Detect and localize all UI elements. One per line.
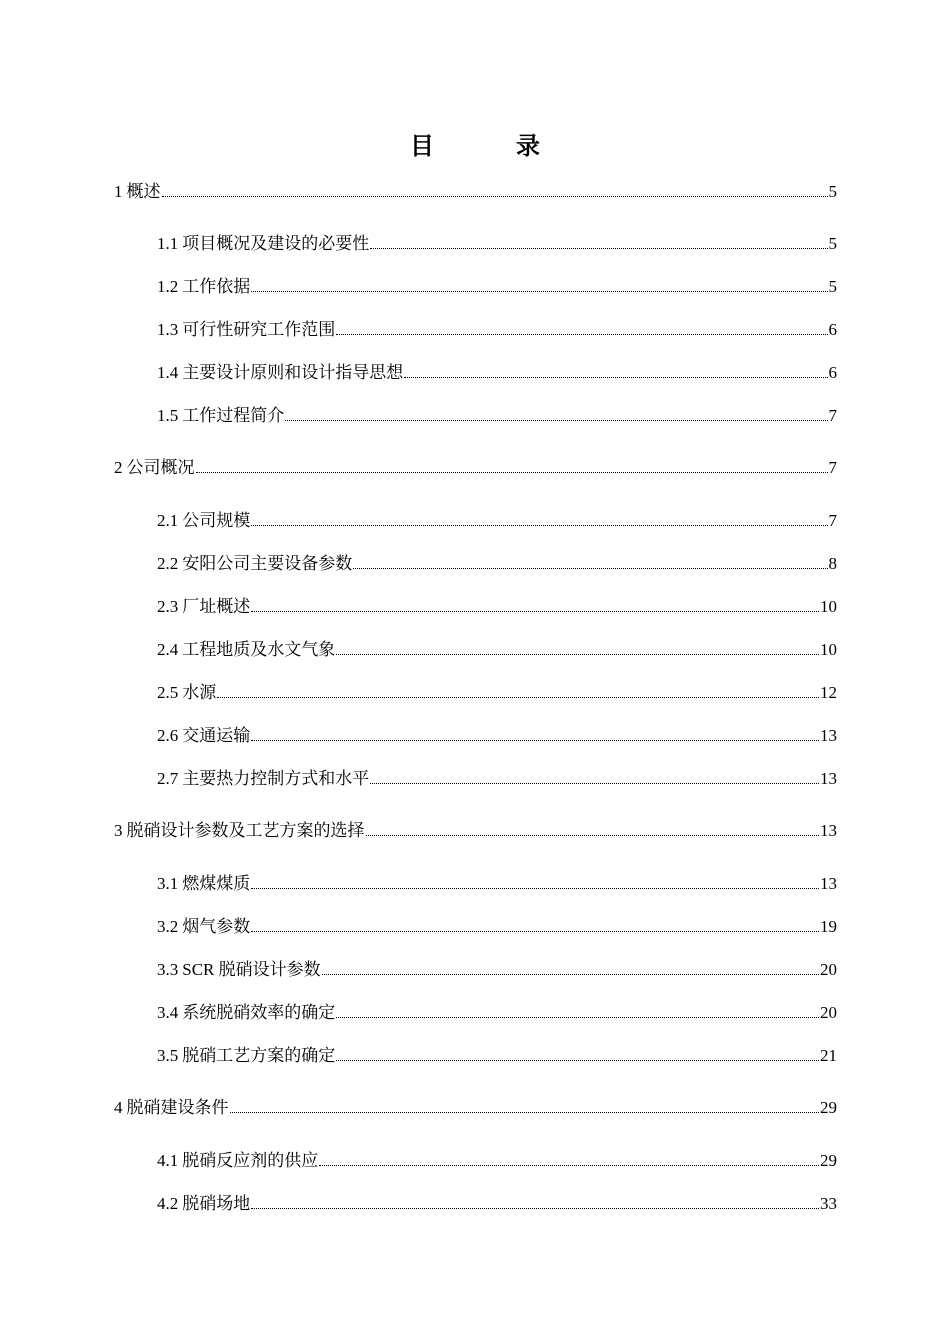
- toc-entry-page: 5: [828, 182, 837, 201]
- toc-entry[interactable]: [157, 639, 837, 661]
- dot-leader: [251, 1207, 819, 1209]
- toc-entry-title: 安阳公司主要设备参数: [182, 554, 353, 573]
- toc-entry-page: 13: [820, 769, 837, 788]
- toc-entry-number: 2.1: [157, 511, 179, 530]
- dot-leader: [370, 782, 819, 784]
- toc-entry[interactable]: [157, 959, 837, 981]
- toc-entry[interactable]: [157, 596, 837, 618]
- toc-entry-page: 6: [828, 320, 837, 339]
- toc-entry-number: 1.3: [157, 320, 179, 339]
- toc-entry-number: 2.3: [157, 597, 179, 616]
- toc-entry-page: 20: [820, 960, 837, 979]
- toc-entry-title: 脱硝工艺方案的确定: [182, 1046, 336, 1065]
- toc-entry-page: 21: [820, 1046, 837, 1065]
- toc-entry[interactable]: [114, 457, 837, 479]
- toc-entry-number: 4: [114, 1098, 123, 1117]
- toc-entry[interactable]: [157, 510, 837, 532]
- toc-entry[interactable]: [157, 362, 837, 384]
- toc-entry[interactable]: [157, 1193, 837, 1215]
- toc-entry-title: 工作过程简介: [182, 406, 285, 425]
- toc-entry-number: 2: [114, 458, 123, 477]
- toc-entry-title: 公司概况: [126, 458, 195, 477]
- page-title: 目 录: [410, 134, 578, 160]
- dot-leader: [319, 1164, 819, 1166]
- toc-entry[interactable]: [157, 1002, 837, 1024]
- dot-leader: [370, 247, 827, 249]
- toc-entry-title: 燃煤煤质: [182, 874, 251, 893]
- toc-entry[interactable]: [157, 405, 837, 427]
- dot-leader: [353, 567, 827, 569]
- toc-entry-page: 5: [828, 234, 837, 253]
- dot-leader: [230, 1111, 820, 1113]
- toc-entry-title: 脱硝建设条件: [126, 1098, 229, 1117]
- toc-entry-title: 水源: [182, 683, 217, 702]
- toc-entry-page: 10: [820, 640, 837, 659]
- toc-entry[interactable]: [157, 768, 837, 790]
- toc-entry-title: 可行性研究工作范围: [182, 320, 336, 339]
- toc-entry-page: 29: [820, 1151, 837, 1170]
- dot-leader: [404, 376, 827, 378]
- toc-entry[interactable]: [157, 725, 837, 747]
- toc-entry-number: 3: [114, 821, 123, 840]
- toc-entry-number: 2.2: [157, 554, 179, 573]
- toc-entry-title: 概述: [126, 182, 161, 201]
- toc-entry-page: 5: [828, 277, 837, 296]
- toc-entry[interactable]: [157, 1045, 837, 1067]
- toc-entry-page: 33: [820, 1194, 837, 1213]
- toc-entry-number: 4.2: [157, 1194, 179, 1213]
- dot-leader: [251, 524, 827, 526]
- toc-entry-page: 10: [820, 597, 837, 616]
- toc-entry-title: 脱硝反应剂的供应: [182, 1151, 319, 1170]
- toc-entry-number: 1.2: [157, 277, 179, 296]
- toc-entry-title: 公司规模: [182, 511, 251, 530]
- toc-entry[interactable]: [157, 1150, 837, 1172]
- toc-entry-number: 4.1: [157, 1151, 179, 1170]
- toc-entry[interactable]: [114, 181, 837, 203]
- toc-entry-number: 3.2: [157, 917, 179, 936]
- toc-entry[interactable]: [114, 820, 837, 842]
- toc-entry-number: 1.1: [157, 234, 179, 253]
- toc-entry-page: 8: [828, 554, 837, 573]
- toc-entry-page: 13: [820, 874, 837, 893]
- toc-entry[interactable]: [114, 1097, 837, 1119]
- dot-leader: [336, 653, 819, 655]
- toc-entry-number: 3.3: [157, 960, 179, 979]
- toc-entry-number: 1.5: [157, 406, 179, 425]
- dot-leader: [251, 610, 819, 612]
- toc-entry-title: 脱硝设计参数及工艺方案的选择: [126, 821, 365, 840]
- dot-leader: [336, 1059, 819, 1061]
- toc-entry-page: 12: [820, 683, 837, 702]
- dot-leader: [285, 419, 827, 421]
- toc-entry[interactable]: [157, 233, 837, 255]
- dot-leader: [251, 930, 819, 932]
- toc-entry[interactable]: [157, 873, 837, 895]
- toc-entry-title: 主要设计原则和设计指导思想: [182, 363, 404, 382]
- toc-entry[interactable]: [157, 682, 837, 704]
- dot-leader: [366, 834, 820, 836]
- dot-leader: [162, 195, 828, 197]
- toc-entry-page: 6: [828, 363, 837, 382]
- toc-entry-title: SCR 脱硝设计参数: [182, 960, 321, 979]
- dot-leader: [251, 887, 819, 889]
- toc-entry-page: 13: [820, 726, 837, 745]
- toc-entry-page: 7: [828, 511, 837, 530]
- toc-entry-title: 烟气参数: [182, 917, 251, 936]
- toc-entry-title: 脱硝场地: [182, 1194, 251, 1213]
- dot-leader: [217, 696, 819, 698]
- toc-entry-page: 29: [820, 1098, 837, 1117]
- toc-entry-title: 项目概况及建设的必要性: [182, 234, 370, 253]
- toc-entry[interactable]: [157, 553, 837, 575]
- toc-entry-title: 厂址概述: [182, 597, 251, 616]
- toc-entry-title: 工程地质及水文气象: [182, 640, 336, 659]
- dot-leader: [336, 1016, 819, 1018]
- toc-entry-number: 3.4: [157, 1003, 179, 1022]
- dot-leader: [251, 290, 827, 292]
- toc-entry-page: 7: [828, 458, 837, 477]
- toc-entry-number: 3.1: [157, 874, 179, 893]
- toc-entry-page: 7: [828, 406, 837, 425]
- toc-entry-page: 20: [820, 1003, 837, 1022]
- dot-leader: [336, 333, 827, 335]
- toc-entry-page: 13: [820, 821, 837, 840]
- toc-entry-number: 1.4: [157, 363, 179, 382]
- toc-entry[interactable]: [157, 319, 837, 341]
- toc-entry-title: 工作依据: [182, 277, 251, 296]
- toc-entry-title: 系统脱硝效率的确定: [182, 1003, 336, 1022]
- toc-entry-title: 交通运输: [182, 726, 251, 745]
- toc-entry-number: 2.4: [157, 640, 179, 659]
- toc-entry-number: 2.6: [157, 726, 179, 745]
- toc-entry[interactable]: [157, 276, 837, 298]
- dot-leader: [251, 739, 819, 741]
- toc-entry-page: 19: [820, 917, 837, 936]
- toc-entry-number: 2.5: [157, 683, 179, 702]
- toc-entry-number: 2.7: [157, 769, 179, 788]
- toc-entry-title: 主要热力控制方式和水平: [182, 769, 370, 788]
- toc-entry-number: 3.5: [157, 1046, 179, 1065]
- dot-leader: [196, 471, 828, 473]
- toc-entry-number: 1: [114, 182, 123, 201]
- dot-leader: [322, 973, 819, 975]
- toc-entry[interactable]: [157, 916, 837, 938]
